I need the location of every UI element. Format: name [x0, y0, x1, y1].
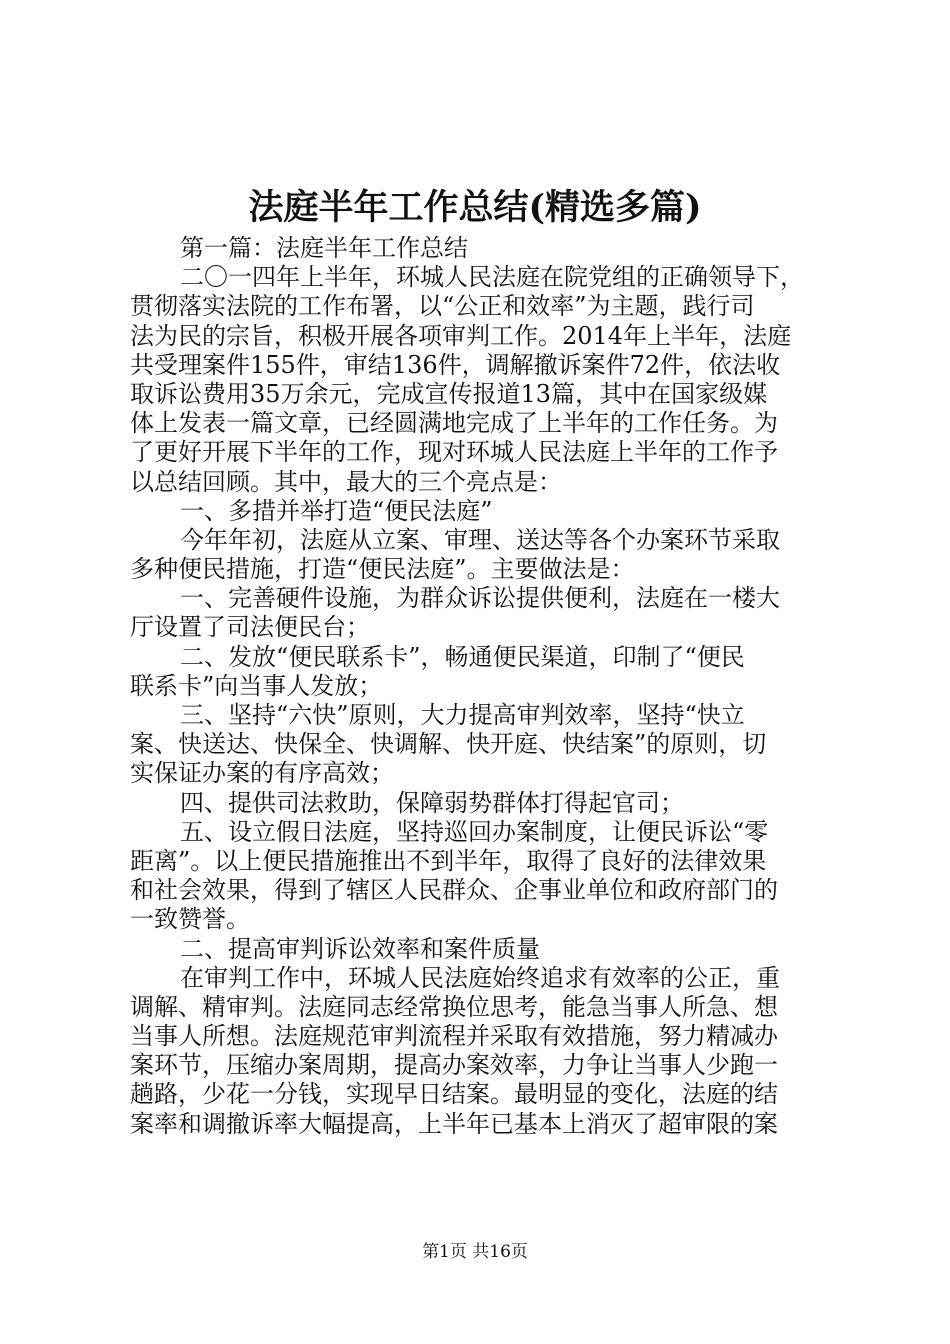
text-line: 联系卡”向当事人发放；	[130, 671, 383, 700]
text-line: 案环节，压缩办案周期，提高办案效率，力争让当事人少跑一	[130, 1051, 778, 1080]
paragraph-first-line: 五、设立假日法庭，坚持巡回办案制度，让便民诉讼“零	[180, 817, 769, 846]
paragraph-first-line: 三、坚持“六快”原则，大力提高审判效率，坚持“快立	[180, 701, 745, 729]
text-line: 多种便民措施，打造“便民法庭”。主要做法是：	[130, 555, 635, 584]
text-line: 法为民的宗旨，积极开展各项审判工作。2014年上半年，法庭	[130, 321, 792, 350]
paragraph-first-line: 一、完善硬件设施，为群众诉讼提供便利，法庭在一楼大	[180, 584, 780, 613]
text-line: 调解、精审判。法庭同志经常换位思考，能急当事人所急、想	[130, 992, 778, 1021]
text-line: 当事人所想。法庭规范审判流程并采取有效措施，努力精减办	[130, 1022, 778, 1051]
paragraph-first-line: 二、发放“便民联系卡”，畅通便民渠道，印制了“便民	[180, 642, 745, 671]
paragraph-first-line: 今年年初，法庭从立案、审理、送达等各个办案环节采取	[180, 525, 780, 554]
text-line: 共受理案件155件，审结136件，调解撤诉案件72件，依法收	[130, 350, 781, 379]
page-footer: 第1页 共16页	[422, 1242, 528, 1262]
paragraph-first-line: 在审判工作中，环城人民法庭始终追求有效率的公正，重	[180, 963, 780, 992]
paragraph-first-line: 四、提供司法救助，保障弱势群体打得起官司；	[180, 788, 684, 817]
text-line: 贯彻落实法院的工作布署，以“公正和效率”为主题，践行司	[130, 292, 755, 321]
text-line: 厅设置了司法便民台；	[130, 613, 370, 642]
text-line: 取诉讼费用35万余元，完成宣传报道13篇，其中在国家级媒	[130, 379, 768, 408]
text-line: 一致赞誉。	[130, 905, 250, 934]
text-line: 以总结回顾。其中，最大的三个亮点是：	[130, 467, 562, 496]
paragraph-first-line: 二、提高审判诉讼效率和案件质量	[180, 934, 540, 963]
paragraph-first-line: 第一篇：法庭半年工作总结	[180, 234, 468, 262]
text-line: 趟路，少花一分钱，实现早日结案。最明显的变化，法庭的结	[130, 1080, 778, 1109]
document-title: 法庭半年工作总结(精选多篇)	[248, 187, 702, 228]
text-line: 距离”。以上便民措施推出不到半年，取得了良好的法律效果	[130, 846, 767, 875]
text-line: 体上发表一篇文章，已经圆满地完成了上半年的工作任务。为	[130, 409, 778, 438]
paragraph-first-line: 一、多措并举打造“便民法庭”	[180, 496, 493, 525]
document-body	[130, 234, 835, 1139]
text-line: 实保证办案的有序高效；	[130, 759, 394, 788]
text-line: 了更好开展下半年的工作，现对环城人民法庭上半年的工作予	[130, 438, 778, 467]
text-line: 和社会效果，得到了辖区人民群众、企事业单位和政府部门的	[130, 876, 778, 905]
text-line: 案、快送达、快保全、快调解、快开庭、快结案”的原则，切	[130, 730, 767, 759]
text-line: 案率和调撤诉率大幅提高，上半年已基本上消灭了超审限的案	[130, 1109, 778, 1138]
paragraph-first-line: 二〇一四年上半年，环城人民法庭在院党组的正确领导下，	[180, 263, 804, 292]
